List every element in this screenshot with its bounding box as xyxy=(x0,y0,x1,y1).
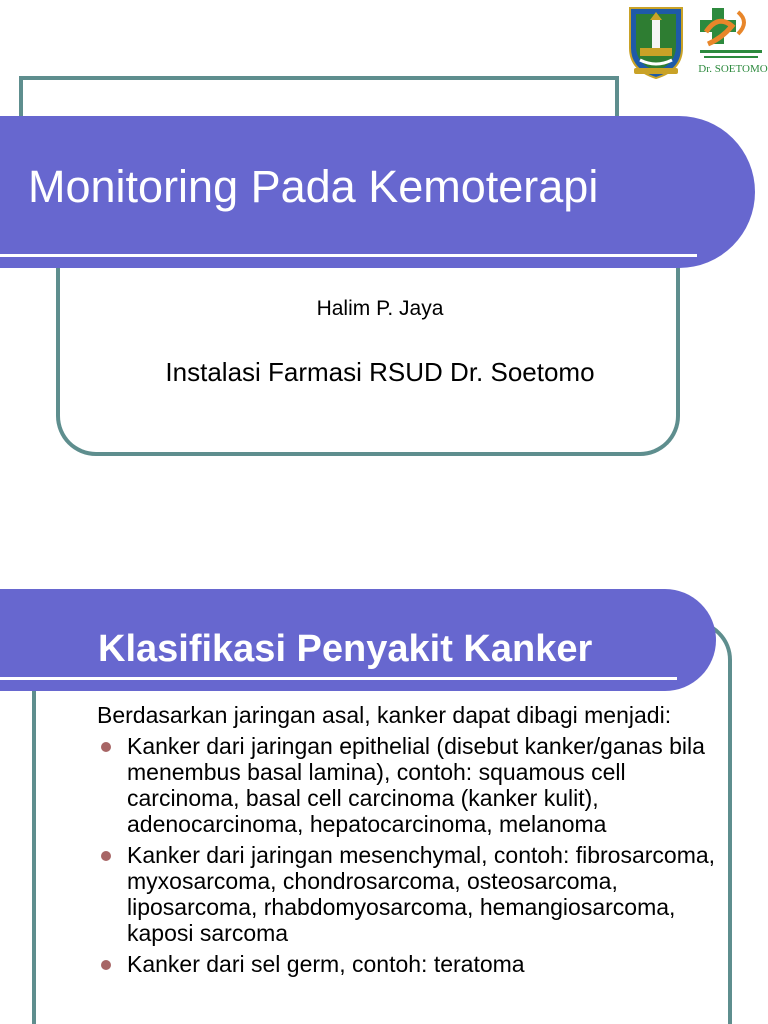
title-underline xyxy=(0,254,697,257)
slide-title: Klasifikasi Penyakit Kanker xyxy=(98,628,593,670)
bullet-icon xyxy=(101,960,111,970)
bullet-list xyxy=(97,733,727,977)
rsud-soetomo-logo xyxy=(700,8,762,58)
bullet-icon xyxy=(101,851,111,861)
list-item xyxy=(97,842,727,946)
bullet-text: Kanker dari jaringan mesenchymal, contoh: fibrosarcoma, myxosarcoma, chondrosarcoma, osteosarcoma, liposarcoma, rhabdomyosarcoma, hemangiosarcoma, kaposi sarcoma xyxy=(127,842,716,946)
institution-name: Instalasi Farmasi RSUD Dr. Soetomo xyxy=(165,357,595,387)
slide-frame-bottom xyxy=(56,240,680,456)
title-underline xyxy=(0,677,677,680)
bullet-text: Kanker dari jaringan epithelial (disebut kanker/ganas bila menembus basal lamina), contoh: squamous cell carcinoma, basal cell carcinoma (kanker kulit), adenocarcinoma, hepatocarcinoma, melanoma xyxy=(127,733,705,837)
bullet-icon xyxy=(101,742,111,752)
slide-body xyxy=(97,702,727,982)
provincial-crest-logo xyxy=(630,8,682,78)
list-item xyxy=(97,733,727,837)
content-slide xyxy=(0,560,768,1024)
author-name: Halim P. Jaya xyxy=(316,297,444,320)
bullet-text: Kanker dari sel germ, contoh: teratoma xyxy=(127,951,525,977)
intro-text: Berdasarkan jaringan asal, kanker dapat dibagi menjadi: xyxy=(97,702,672,728)
logo-caption: Dr. SOETOMO xyxy=(698,63,768,75)
slide-title: Monitoring Pada Kemoterapi xyxy=(28,161,599,212)
list-item xyxy=(97,951,727,977)
